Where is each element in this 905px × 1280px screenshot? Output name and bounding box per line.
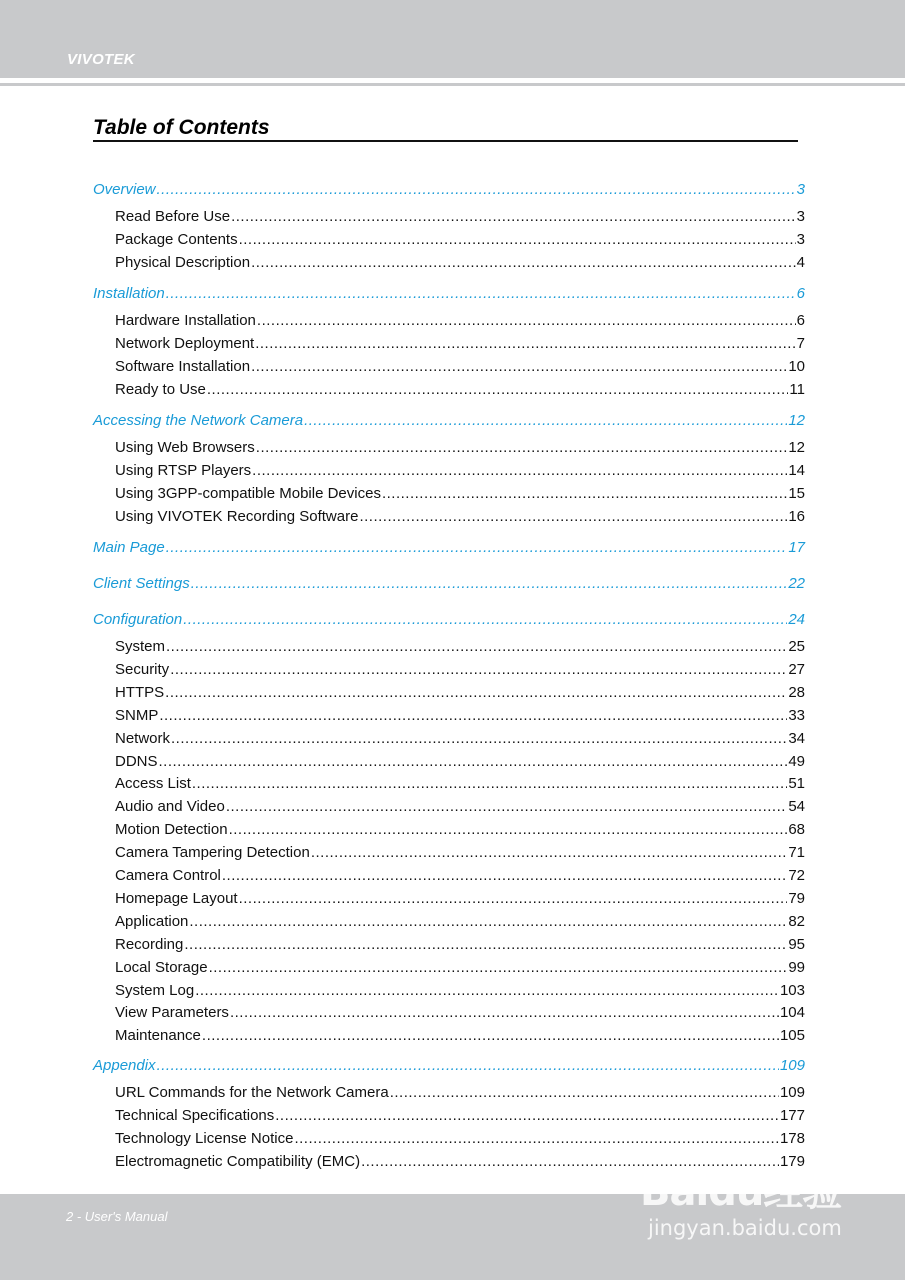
dot-leader xyxy=(304,411,787,431)
dot-leader xyxy=(311,843,787,863)
toc-item[interactable] xyxy=(115,507,805,527)
dot-leader xyxy=(390,1083,779,1103)
dot-leader xyxy=(255,334,795,354)
toc-item-label: Motion Detection xyxy=(115,821,228,838)
dot-leader xyxy=(191,574,788,594)
toc-item[interactable] xyxy=(115,843,805,863)
toc-section-label: Installation xyxy=(93,285,165,302)
toc-page-number: 177 xyxy=(779,1107,805,1124)
toc-section-label: Client Settings xyxy=(93,575,190,592)
toc-page-number: 17 xyxy=(788,539,805,556)
dot-leader xyxy=(256,438,788,458)
dot-leader xyxy=(209,958,788,978)
dot-leader xyxy=(192,774,787,794)
toc-item-label: Using Web Browsers xyxy=(115,439,255,456)
toc-item[interactable] xyxy=(115,1083,805,1103)
toc-section-label: Configuration xyxy=(93,611,183,628)
toc-page-number: 105 xyxy=(779,1027,805,1044)
toc-page-number: 3 xyxy=(796,231,805,248)
dot-leader xyxy=(251,357,787,377)
toc-item[interactable] xyxy=(115,1003,805,1023)
toc-item-label: Access List xyxy=(115,775,191,792)
watermark-url: jingyan.baidu.com xyxy=(648,1216,842,1240)
toc-item[interactable] xyxy=(115,230,805,250)
toc-item-label: Camera Tampering Detection xyxy=(115,844,310,861)
dot-leader xyxy=(171,729,787,749)
toc-item[interactable] xyxy=(115,637,805,657)
toc-section[interactable] xyxy=(93,284,805,304)
dot-leader xyxy=(251,253,796,273)
toc-page-number: 6 xyxy=(796,312,805,329)
toc-page-number: 109 xyxy=(779,1084,805,1101)
toc-page-number: 178 xyxy=(779,1130,805,1147)
toc-item[interactable] xyxy=(115,889,805,909)
dot-leader xyxy=(195,981,779,1001)
toc-page-number: 12 xyxy=(788,439,805,456)
toc-page-number: 72 xyxy=(788,867,805,884)
toc-item[interactable] xyxy=(115,729,805,749)
toc-item-label: Hardware Installation xyxy=(115,312,256,329)
toc-page-number: 16 xyxy=(788,508,805,525)
toc-page-number: 11 xyxy=(789,381,805,398)
dot-leader xyxy=(294,1129,779,1149)
dot-leader xyxy=(231,207,796,227)
toc-item[interactable] xyxy=(115,1129,805,1149)
toc-page-number: 4 xyxy=(796,254,805,271)
toc-page-number: 34 xyxy=(788,730,805,747)
toc-page-number: 104 xyxy=(779,1004,805,1021)
toc-page-number: 99 xyxy=(788,959,805,976)
dot-leader xyxy=(382,484,787,504)
toc-item[interactable] xyxy=(115,1106,805,1126)
toc-page-number: 14 xyxy=(788,462,805,479)
toc-item-label: Local Storage xyxy=(115,959,208,976)
toc-section[interactable] xyxy=(93,411,805,431)
page-title: Table of Contents xyxy=(93,116,798,142)
toc-item-label: Software Installation xyxy=(115,358,251,375)
toc-item[interactable] xyxy=(115,935,805,955)
dot-leader xyxy=(239,889,788,909)
toc-section[interactable] xyxy=(93,610,805,630)
dot-leader xyxy=(202,1026,779,1046)
toc-page-number: 28 xyxy=(788,684,805,701)
toc-item-label: Package Contents xyxy=(115,231,238,248)
toc-section-label: Main Page xyxy=(93,539,165,556)
dot-leader xyxy=(165,683,787,703)
toc-item[interactable] xyxy=(115,683,805,703)
toc-item[interactable] xyxy=(115,438,805,458)
dot-leader xyxy=(239,230,796,250)
toc-item[interactable] xyxy=(115,797,805,817)
toc-item-label: System xyxy=(115,638,166,655)
toc-item-label: URL Commands for the Network Camera xyxy=(115,1084,389,1101)
toc-item-label: System Log xyxy=(115,982,195,999)
dot-leader xyxy=(170,660,787,680)
toc-page-number: 179 xyxy=(779,1153,805,1170)
toc-item-label: View Parameters xyxy=(115,1004,229,1021)
toc-page-number: 12 xyxy=(788,412,805,429)
toc-page-number: 71 xyxy=(788,844,805,861)
footer-page-label: 2 - User's Manual xyxy=(66,1209,168,1224)
toc-page-number: 95 xyxy=(788,936,805,953)
dot-leader xyxy=(166,538,788,558)
toc-page-number: 79 xyxy=(788,890,805,907)
toc-item-label: Using VIVOTEK Recording Software xyxy=(115,508,359,525)
toc-section-label: Accessing the Network Camera xyxy=(93,412,304,429)
dot-leader xyxy=(159,752,788,772)
toc-section-label: Appendix xyxy=(93,1057,156,1074)
toc-page-number: 22 xyxy=(788,575,805,592)
dot-leader xyxy=(166,284,796,304)
toc-item-label: Network Deployment xyxy=(115,335,255,352)
toc-section[interactable] xyxy=(93,574,805,594)
dot-leader xyxy=(229,820,788,840)
toc-section[interactable] xyxy=(93,1056,805,1076)
toc-section[interactable] xyxy=(93,180,805,200)
toc-item[interactable] xyxy=(115,461,805,481)
dot-leader xyxy=(257,311,796,331)
toc-page-number: 24 xyxy=(788,611,805,628)
dot-leader xyxy=(226,797,787,817)
header-divider xyxy=(0,83,905,86)
dot-leader xyxy=(252,461,787,481)
toc-section-label: Overview xyxy=(93,181,156,198)
toc-page-number: 27 xyxy=(788,661,805,678)
toc-page-number: 103 xyxy=(779,982,805,999)
dot-leader xyxy=(222,866,787,886)
dot-leader xyxy=(275,1106,779,1126)
toc-item[interactable] xyxy=(115,660,805,680)
dot-leader xyxy=(184,935,787,955)
toc-item-label: DDNS xyxy=(115,753,158,770)
baidu-watermark xyxy=(640,1160,855,1250)
toc-item-label: Recording xyxy=(115,936,184,953)
dot-leader xyxy=(157,180,796,200)
toc-page-number: 10 xyxy=(788,358,805,375)
toc-page-number: 6 xyxy=(796,285,805,302)
toc-item[interactable] xyxy=(115,706,805,726)
toc-item[interactable] xyxy=(115,380,805,400)
toc-item-label: Camera Control xyxy=(115,867,221,884)
toc-page-number: 25 xyxy=(788,638,805,655)
toc-page-number: 82 xyxy=(788,913,805,930)
toc-item-label: SNMP xyxy=(115,707,159,724)
dot-leader xyxy=(157,1056,779,1076)
toc-item[interactable] xyxy=(115,253,805,273)
toc-item[interactable] xyxy=(115,820,805,840)
toc-page-number: 109 xyxy=(779,1057,805,1074)
toc-item-label: Maintenance xyxy=(115,1027,201,1044)
toc-item-label: HTTPS xyxy=(115,684,165,701)
toc-item-label: Using RTSP Players xyxy=(115,462,252,479)
toc-item-label: Network xyxy=(115,730,171,747)
toc-item-label: Application xyxy=(115,913,189,930)
toc-page-number: 68 xyxy=(788,821,805,838)
toc-item-label: Technical Specifications xyxy=(115,1107,275,1124)
dot-leader xyxy=(159,706,787,726)
dot-leader xyxy=(166,637,787,657)
watermark-logo: Baidu经验 xyxy=(640,1169,842,1215)
toc-page-number: 51 xyxy=(788,775,805,792)
toc-page-number: 7 xyxy=(796,335,805,352)
toc-item-label: Electromagnetic Compatibility (EMC) xyxy=(115,1153,361,1170)
toc-item-label: Security xyxy=(115,661,170,678)
dot-leader xyxy=(230,1003,779,1023)
toc-item[interactable] xyxy=(115,981,805,1001)
toc-item[interactable] xyxy=(115,912,805,932)
toc-item[interactable] xyxy=(115,958,805,978)
toc-item[interactable] xyxy=(115,334,805,354)
toc-page-number: 15 xyxy=(788,485,805,502)
toc-item[interactable] xyxy=(115,207,805,227)
toc-page-number: 54 xyxy=(788,798,805,815)
toc-item[interactable] xyxy=(115,357,805,377)
page-header xyxy=(0,0,905,78)
toc-item[interactable] xyxy=(115,311,805,331)
toc-item[interactable] xyxy=(115,484,805,504)
toc-item-label: Physical Description xyxy=(115,254,251,271)
toc-item[interactable] xyxy=(115,774,805,794)
toc-page-number: 3 xyxy=(796,181,805,198)
toc-section[interactable] xyxy=(93,538,805,558)
dot-leader xyxy=(359,507,787,527)
dot-leader xyxy=(183,610,787,630)
brand-logo: VIVOTEK xyxy=(67,51,135,68)
toc-item-label: Audio and Video xyxy=(115,798,225,815)
toc-page-number: 33 xyxy=(788,707,805,724)
dot-leader xyxy=(189,912,787,932)
toc-item[interactable] xyxy=(115,866,805,886)
dot-leader xyxy=(207,380,789,400)
toc-page-number: 49 xyxy=(788,753,805,770)
toc-item-label: Technology License Notice xyxy=(115,1130,294,1147)
toc-page-number: 3 xyxy=(796,208,805,225)
toc-item-label: Ready to Use xyxy=(115,381,206,398)
toc-item-label: Homepage Layout xyxy=(115,890,238,907)
toc-item[interactable] xyxy=(115,752,805,772)
toc-item[interactable] xyxy=(115,1026,805,1046)
toc-item-label: Using 3GPP-compatible Mobile Devices xyxy=(115,485,381,502)
toc-item-label: Read Before Use xyxy=(115,208,231,225)
